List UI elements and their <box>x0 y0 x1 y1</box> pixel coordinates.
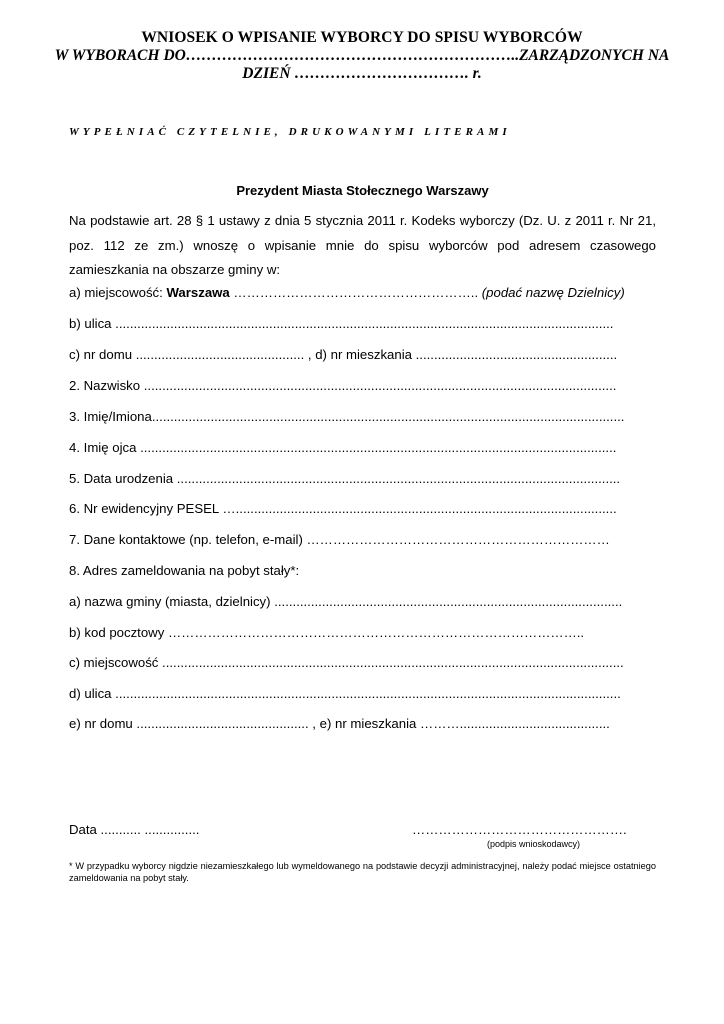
field-imiona[interactable]: 3. Imię/Imiona................................................................................................................................. <box>69 409 625 424</box>
addressee: Prezydent Miasta Stołecznego Warszawy <box>236 183 489 198</box>
field-miejscowosc-current[interactable] <box>69 285 625 300</box>
field-value: Warszawa <box>166 285 230 300</box>
intro-paragraph <box>69 209 656 283</box>
field-dots: ……………………………………………….. <box>229 285 482 300</box>
signature-caption: (podpis wnioskodawcy) <box>487 839 581 849</box>
form-title <box>50 29 674 83</box>
field-miejscowosc-registered[interactable]: c) miejscowość .............................................................................................................................. <box>69 655 624 670</box>
form-title-line-3: DZIEŃ ……………………………. r. <box>242 65 482 82</box>
field-label: a) miejscowość: <box>69 285 167 300</box>
footnote: * W przypadku wyborcy nigdzie niezamieszkałego lub wymeldowanego na podstawie decyzji administracyjnej, należy podać miejsce ostatniego zameldowania na pobyt stały. <box>69 861 656 883</box>
signature-line[interactable]: …………………………………………. <box>412 822 627 837</box>
field-nazwisko[interactable]: 2. Nazwisko ................................................................................................................................. <box>69 378 617 393</box>
field-dane-kontaktowe[interactable]: 7. Dane kontaktowe (np. telefon, e-mail) …………………………………………………………… <box>69 532 610 547</box>
field-ulica-registered[interactable]: d) ulica .......................................................................................................................................... <box>69 686 621 701</box>
field-data-urodzenia[interactable]: 5. Data urodzenia ......................................................................................................................... <box>69 471 621 486</box>
date-field[interactable]: Data ........... ............... <box>69 822 200 837</box>
section-adres-zameldowania: 8. Adres zameldowania na pobyt stały*: <box>69 563 300 578</box>
form-title-line-1: WNIOSEK O WPISANIE WYBORCY DO SPISU WYBORCÓW <box>141 29 583 46</box>
field-nr-domu-current[interactable]: c) nr domu .............................................. , d) nr mieszkania ....................................................... <box>69 347 618 362</box>
field-nr-domu-registered[interactable]: e) nr domu ............................................... , e) nr mieszkania ………......................................... <box>69 716 610 731</box>
field-imie-ojca[interactable]: 4. Imię ojca .................................................................................................................................. <box>69 440 617 455</box>
intro-text: Na podstawie art. 28 § 1 ustawy z dnia 5 stycznia 2011 r. Kodeks wyborczy (Dz. U. z 2011 r. Nr 21, poz. 112 ze zm.) wnoszę o wpisanie mnie do spisu wyborców pod adresem czasowego zamieszkania na obszarze gminy w: <box>69 213 656 277</box>
form-title-line-2: W WYBORACH DO………………………………………………………..ZARZĄDZONYCH NA <box>54 47 670 64</box>
field-nazwa-gminy[interactable]: a) nazwa gminy (miasta, dzielnicy) ............................................................................................... <box>69 594 623 609</box>
field-pesel[interactable]: 6. Nr ewidencyjny PESEL …........................................................................................................ <box>69 501 617 516</box>
fill-instruction: WYPEŁNIAĆ CZYTELNIE, DRUKOWANYMI LITERAMI <box>69 126 511 138</box>
field-ulica-current[interactable]: b) ulica ........................................................................................................................................ <box>69 316 614 331</box>
field-note: (podać nazwę Dzielnicy) <box>481 285 625 300</box>
field-kod-pocztowy[interactable]: b) kod pocztowy ………………………………………………………………………………….. <box>69 625 585 640</box>
